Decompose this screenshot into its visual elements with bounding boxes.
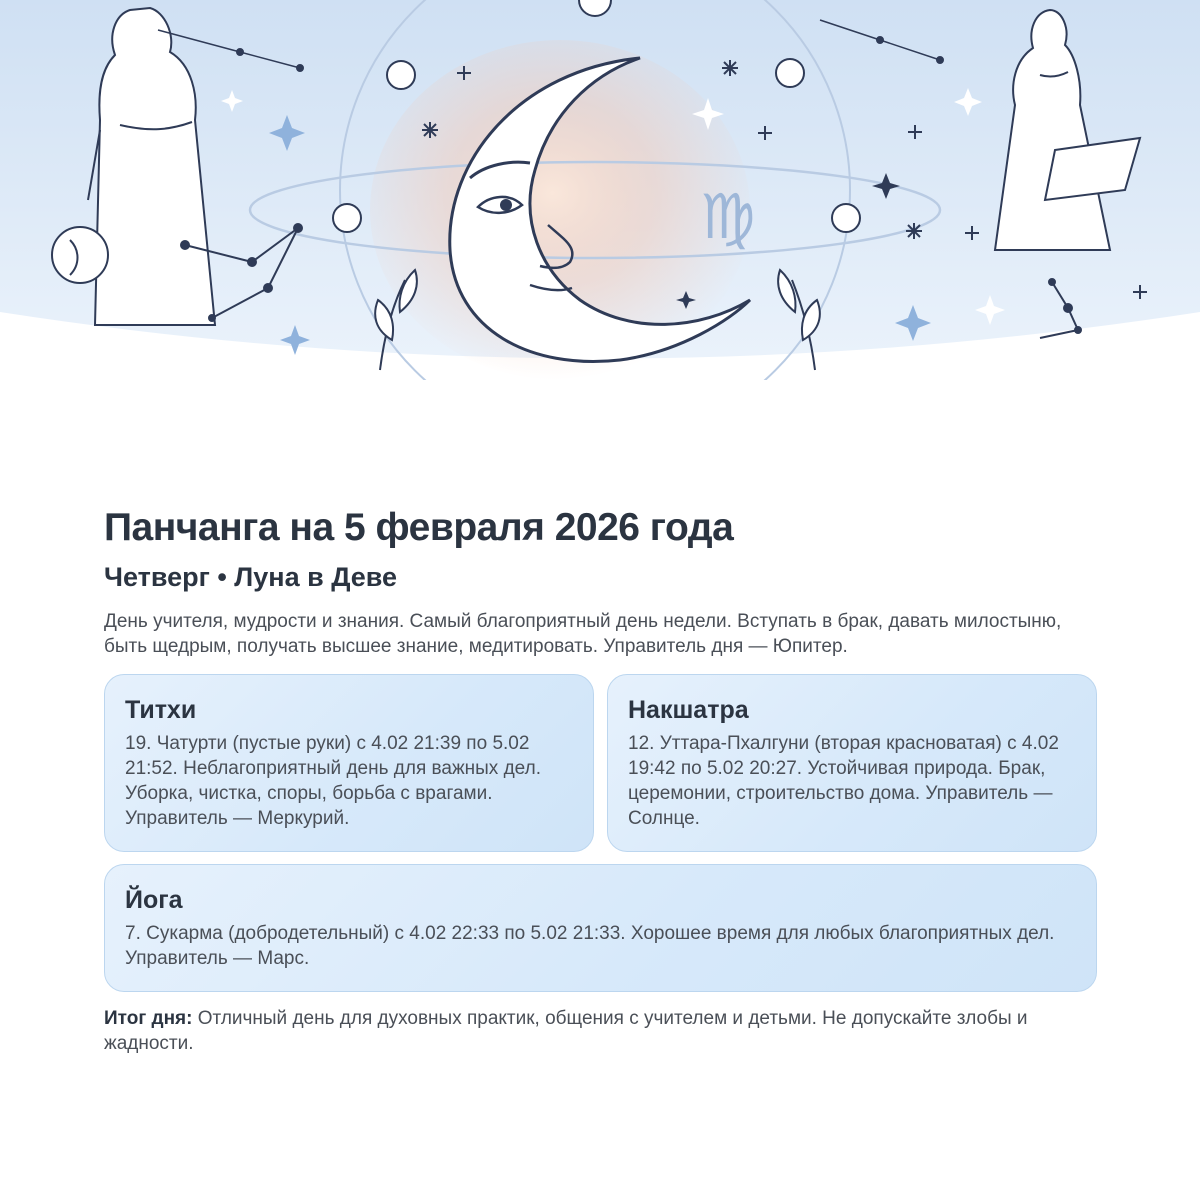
yoga-card-title: Йога [125, 886, 183, 914]
nakshatra-card-body: 12. Уттара-Пхалгуни (вторая красноватая) с 4.02 19:42 по 5.02 20:27. Устойчивая природа. Брак, церемонии, строительство дома. Управитель — Солнце. [628, 733, 1059, 829]
day-summary-label: Итог дня: [104, 1008, 193, 1029]
day-summary-text: Отличный день для духовных практик, общения с учителем и детьми. Не допускайте злобы и жадности. [104, 1008, 1028, 1054]
virgo-zodiac-icon: ♍ [700, 180, 756, 253]
tithi-card-body: 19. Чатурти (пустые руки) с 4.02 21:39 по 5.02 21:52. Неблагоприятный день для важных дел. Уборка, чистка, споры, борьба с врагами. Управитель — Меркурий. [125, 733, 541, 829]
day-summary [104, 1006, 1097, 1056]
nakshatra-card [607, 674, 1097, 852]
nakshatra-card-title: Накшатра [628, 696, 749, 724]
tithi-card-title: Титхи [125, 696, 197, 724]
page-title: Панчанга на 5 февраля 2026 года [104, 506, 734, 549]
day-description: День учителя, мудрости и знания. Самый благоприятный день недели. Вступать в брак, давать милостыню, быть щедрым, получать высшее знание, медитировать. Управитель дня — Юпитер. [104, 611, 1062, 657]
tithi-card [104, 674, 594, 852]
yoga-card [104, 864, 1097, 992]
panchanga-content [104, 505, 1097, 1056]
yoga-card-body: 7. Сукарма (добродетельный) с 4.02 22:33 по 5.02 21:33. Хорошее время для любых благоприятных дел. Управитель — Марс. [125, 923, 1055, 969]
page-subtitle: Четверг • Луна в Деве [104, 562, 398, 592]
hero-illustration [0, 0, 1200, 380]
cards-row [104, 674, 1097, 852]
